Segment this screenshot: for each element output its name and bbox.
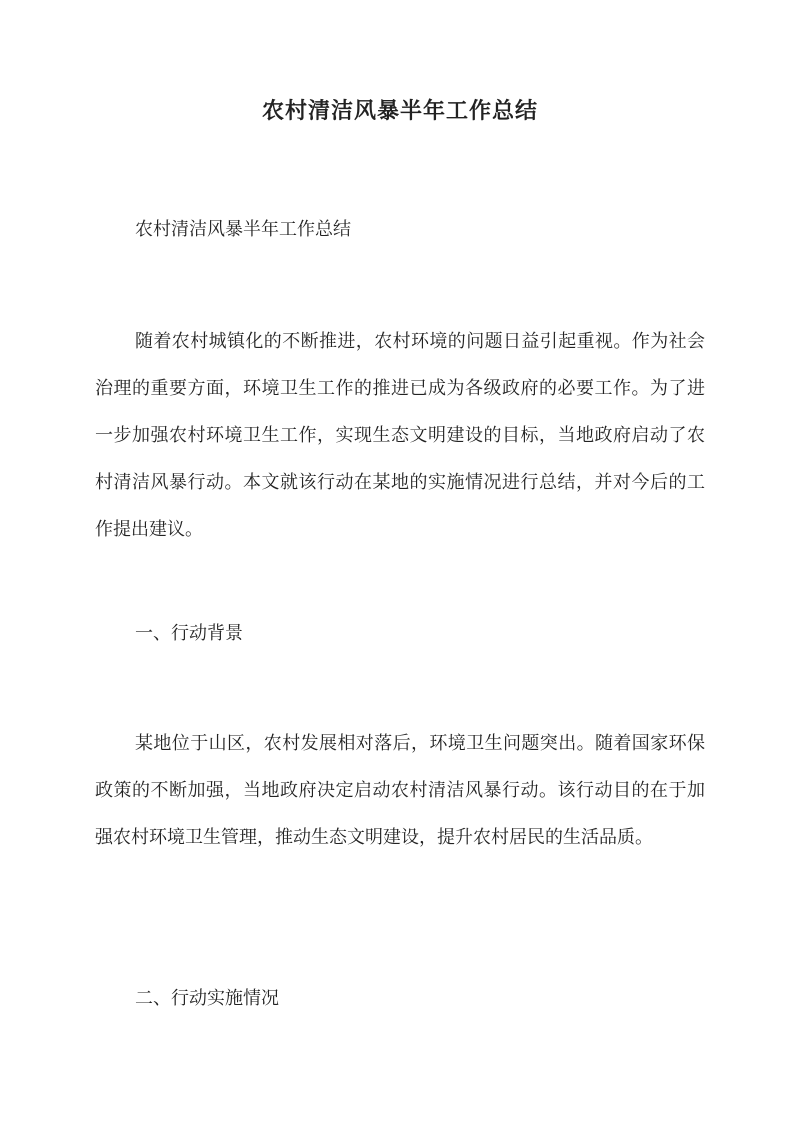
section-heading-implementation: 二、行动实施情况 [135, 988, 279, 1009]
section-heading-background: 一、行动背景 [135, 623, 243, 644]
background-paragraph: 某地位于山区，农村发展相对落后，环境卫生问题突出。随着国家环保政策的不断加强，当地政府决定启动农村清洁风暴行动。该行动目的在于加强农村环境卫生管理，推动生态文明建设，提升农村居民的生活品质。 [95, 733, 705, 848]
intro-paragraph: 随着农村城镇化的不断推进，农村环境的问题日益引起重视。作为社会治理的重要方面，环境卫生工作的推进已成为各级政府的必要工作。为了进一步加强农村环境卫生工作，实现生态文明建设的目标，当地政府启动了农村清洁风暴行动。本文就该行动在某地的实施情况进行总结，并对今后的工作提出建议。 [95, 331, 705, 540]
document-title: 农村清洁风暴半年工作总结 [261, 98, 538, 124]
document-subtitle: 农村清洁风暴半年工作总结 [135, 219, 351, 240]
